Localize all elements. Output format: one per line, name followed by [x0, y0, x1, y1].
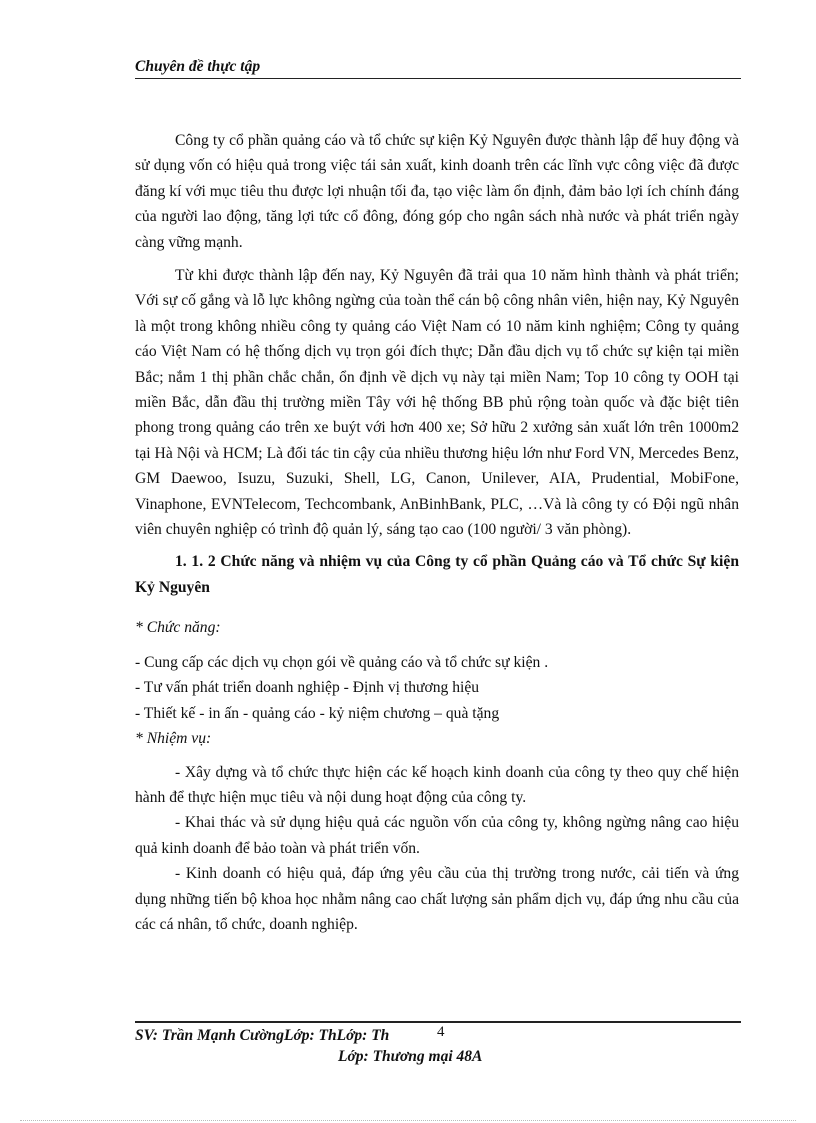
duty-item: - Kinh doanh có hiệu quả, đáp ứng yêu cầu của thị trường trong nước, cải tiến và ứng dụng những tiến bộ khoa học nhằm nâng cao chất lượng sản phẩm dịch vụ, đáp ứng nhu cầu của các cá nhân, tổ chức, doanh nghiệp.	[135, 865, 739, 933]
function-item: - Thiết kế - in ấn - quảng cáo - kỷ niệm chương – quà tặng	[135, 704, 500, 722]
document-body	[135, 128, 739, 937]
duty-item: - Xây dựng và tổ chức thực hiện các kế hoạch kinh doanh của công ty theo quy chế hiện hành để thực hiện mục tiêu và nội dung hoạt động của công ty.	[135, 763, 739, 806]
footer-divider	[135, 1021, 741, 1023]
function-item: - Cung cấp các dịch vụ chọn gói về quảng cáo và tổ chức sự kiện .	[135, 653, 549, 671]
page-header-title: Chuyên đề thực tập	[135, 58, 261, 75]
functions-label: * Chức năng:	[135, 618, 221, 636]
header-divider	[135, 78, 741, 79]
function-item: - Tư vấn phát triển doanh nghiệp - Định vị thương hiệu	[135, 679, 480, 697]
page-bottom-edge	[20, 1120, 796, 1121]
footer-class-label: Lớp: Thương mại 48A	[338, 1048, 483, 1065]
paragraph-intro: Công ty cổ phần quảng cáo và tổ chức sự kiện Kỷ Nguyên được thành lập để huy động và sử dụng vốn có hiệu quả trong việc tái sản xuất, kinh doanh trên các lĩnh vực công việc đã được đăng kí với mục tiêu thu được lợi nhuận tối đa, tạo việc làm ổn định, đảm bảo lợi ích chính đáng của người lao động, tăng lợi tức cổ đông, đóng góp cho ngân sách nhà nước và phát triển ngày càng vững mạnh.	[135, 132, 739, 251]
paragraph-history: Từ khi được thành lập đến nay, Kỷ Nguyên đã trải qua 10 năm hình thành và phát triển; Với sự cố gắng và lỗ lực không ngừng của toàn thể cán bộ công nhân viên, hiện nay, Kỷ Nguyên là một trong không nhiều công ty quảng cáo Việt Nam có 10 năm kinh nghiệm; Công ty quảng cáo Việt Nam có hệ thống dịch vụ trọn gói đích thực; Dẫn đầu dịch vụ tổ chức sự kiện tại miền Bắc; nắm 1 thị phần chắc chắn, ổn định về dịch vụ này tại miền Nam; Top 10 công ty OOH tại miền Bắc, dẫn đầu thị trường miền Tây với hệ thống BB phủ rộng toàn quốc và đặc biệt tiên phong trong quảng cáo trên xe buýt với hơn 400 xe; Sở hữu 2 xưởng sản xuất lớn trên 1000m2 tại Hà Nội và HCM; Là đối tác tin cậy của nhiều thương hiệu lớn như Ford VN, Mercedes Benz, GM Daewoo, Isuzu, Suzuki, Shell, LG, Canon, Unilever, AIA, Prudential, MobiFone, Vinaphone, EVNTelecom, Techcombank, AnBinhBank, PLC, …Và là công ty có Đội ngũ nhân viên chuyên nghiệp có trình độ quản lý, sáng tạo cao (100 người/ 3 văn phòng).	[135, 267, 739, 539]
section-heading: 1. 1. 2 Chức năng và nhiệm vụ của Công ty cổ phần Quảng cáo và Tổ chức Sự kiện Kỷ Nguyên	[135, 552, 739, 596]
page-number: 4	[437, 1024, 445, 1040]
duties-label: * Nhiệm vụ:	[135, 730, 212, 748]
duty-item: - Khai thác và sử dụng hiệu quả các nguồn vốn của công ty, không ngừng nâng cao hiệu quả kinh doanh để bảo toàn và phát triển vốn.	[135, 814, 739, 857]
footer-student-name: SV: Trần Mạnh CườngLớp: ThLớp: Th	[135, 1027, 390, 1044]
